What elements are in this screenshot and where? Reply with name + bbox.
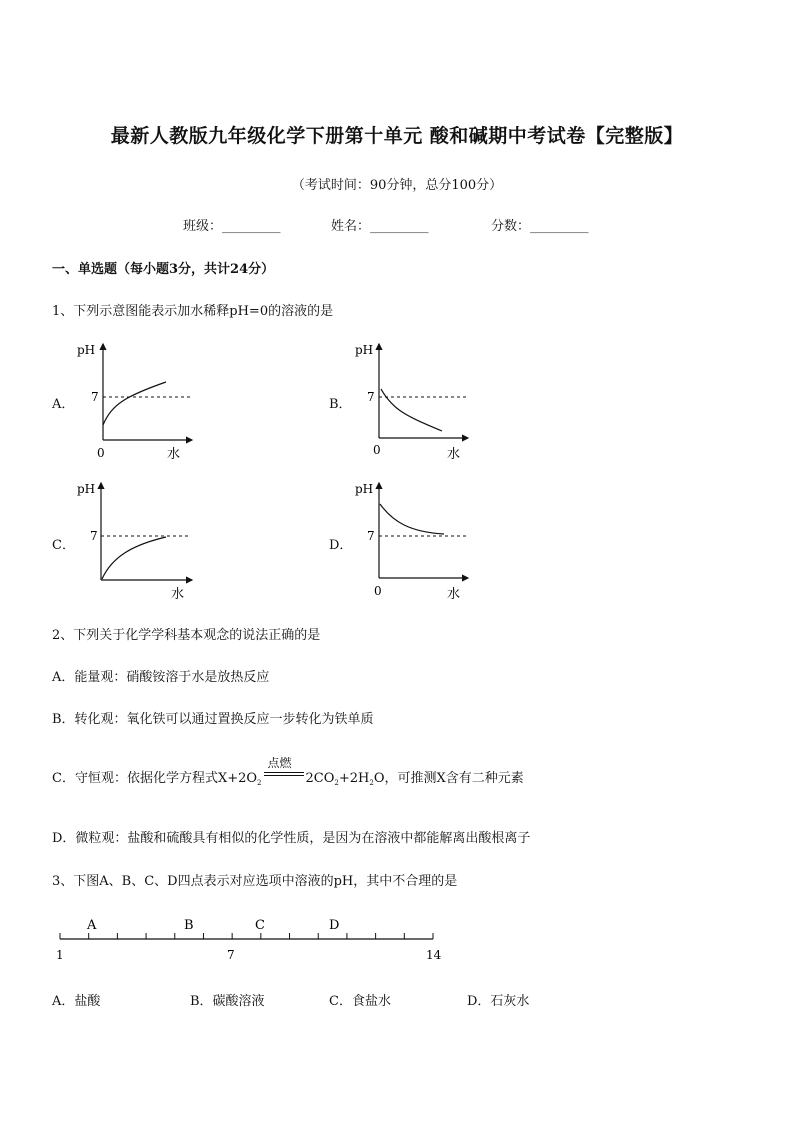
reaction-condition: 点燃 <box>267 756 292 770</box>
class-field: 班级：_________ <box>183 219 281 234</box>
scale-ticks <box>60 933 433 939</box>
x-axis-label: 水 <box>171 587 185 602</box>
q3-option-c: C．食盐水 <box>329 994 391 1009</box>
q3-option-a: A．盐酸 <box>52 994 101 1009</box>
ph-scale <box>50 912 450 967</box>
question-2-stem: 2、下列关于化学学科基本观念的说法正确的是 <box>52 628 321 643</box>
exam-subtitle: （考试时间：90分钟，总分100分） <box>291 178 503 193</box>
y-axis-label: pH <box>77 343 96 357</box>
q1-option-c-label: C． <box>52 538 75 553</box>
x-axis-label: 水 <box>447 447 461 462</box>
ph-curve <box>381 389 442 431</box>
origin-label: 0 <box>97 446 105 460</box>
scale-max-label: 14 <box>426 948 442 962</box>
point-b: B <box>184 918 194 933</box>
scale-mid-label: 7 <box>227 948 235 962</box>
y-axis-label: pH <box>355 343 374 357</box>
ref-label: 7 <box>367 529 375 543</box>
y-axis-label: pH <box>355 482 374 496</box>
q1-graph-d <box>348 477 488 607</box>
q3-option-b: B．碳酸溶液 <box>190 994 265 1009</box>
ph-curve <box>380 504 444 534</box>
q1-graph-a <box>70 338 210 468</box>
ref-label: 7 <box>91 390 99 404</box>
q2-c-product-1: 2CO <box>305 771 335 786</box>
point-a: A <box>87 918 97 933</box>
q2-c-product-3: O <box>373 771 385 786</box>
origin-label: 0 <box>374 584 382 598</box>
q2-option-d: D．微粒观：盐酸和硫酸具有相似的化学性质，是因为在溶液中都能解离出酸根离子 <box>52 831 531 846</box>
question-3-stem: 3、下图A、B、C、D四点表示对应选项中溶液的pH，其中不合理的是 <box>52 874 458 889</box>
q1-option-b-label: B． <box>329 397 352 412</box>
q1-graph-c <box>70 477 210 607</box>
q1-option-a-label: A． <box>52 397 75 412</box>
point-d: D <box>329 918 340 933</box>
ref-label: 7 <box>90 529 98 543</box>
scale-min-label: 1 <box>56 948 64 962</box>
y-axis-label: pH <box>77 482 96 496</box>
q1-graph-b <box>348 338 488 468</box>
section-title: 一、单选题（每小题3分，共计24分） <box>52 262 275 277</box>
score-field: 分数：_________ <box>491 219 589 234</box>
subscript: 2 <box>257 779 262 787</box>
q2-option-b: B．转化观：氧化铁可以通过置换反应一步转化为铁单质 <box>52 712 374 727</box>
origin-label: 0 <box>373 443 381 457</box>
q1-option-d-label: D． <box>329 538 353 553</box>
subscript: 2 <box>369 779 374 787</box>
subscript: 2 <box>334 779 339 787</box>
point-c: C <box>255 918 265 933</box>
q3-option-d: D．石灰水 <box>467 994 530 1009</box>
name-field: 姓名：_________ <box>331 219 429 234</box>
q2-c-suffix: ，可推测X含有二种元素 <box>384 771 524 786</box>
q2-option-a: A．能量观：硝酸铵溶于水是放热反应 <box>52 670 270 685</box>
question-1-stem: 1、下列示意图能表示加水稀释pH=0的溶液的是 <box>52 304 334 319</box>
q2-c-prefix: C．守恒观：依据化学方程式X+2O <box>52 771 258 786</box>
exam-title: 最新人教版九年级化学下册第十单元 酸和碱期中考试卷【完整版】 <box>110 125 684 147</box>
x-axis-label: 水 <box>447 587 461 602</box>
ph-curve <box>102 537 166 579</box>
q2-option-c <box>52 756 524 787</box>
ph-curve <box>103 382 166 425</box>
ref-label: 7 <box>367 390 375 404</box>
reaction-arrow <box>264 756 304 786</box>
x-axis-label: 水 <box>167 447 181 462</box>
q2-c-product-2: +2H <box>338 771 370 786</box>
